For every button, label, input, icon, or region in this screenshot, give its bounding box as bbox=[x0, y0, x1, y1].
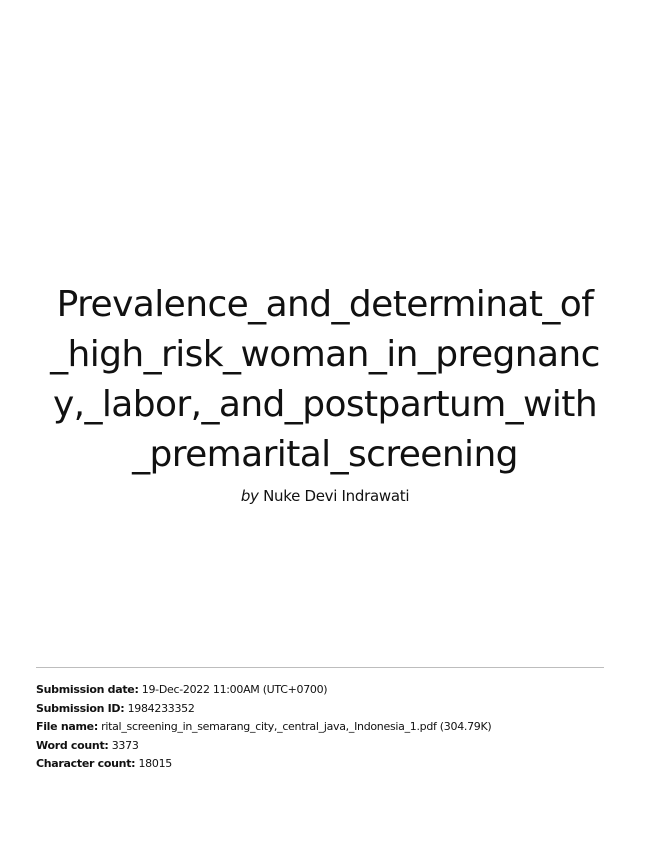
document-title-line: Prevalence_and_determinat_of bbox=[56, 284, 594, 325]
document-title-line: _high_risk_woman_in_pregnanc bbox=[50, 334, 600, 375]
byline bbox=[0, 486, 650, 506]
file-name-label: File name: bbox=[36, 720, 98, 733]
submission-id-row bbox=[36, 700, 604, 719]
byline-prefix: by bbox=[240, 487, 259, 505]
document-title-line: _premarital_screening bbox=[132, 434, 518, 475]
word-count-value: 3373 bbox=[111, 738, 139, 752]
file-name-row bbox=[36, 718, 604, 737]
title-block bbox=[0, 280, 650, 506]
submission-id-label: Submission ID: bbox=[36, 701, 125, 715]
submission-date-value: 19-Dec-2022 11:00AM (UTC+0700) bbox=[141, 683, 328, 696]
file-name-value: rital_screening_in_semarang_city,_central_java,_Indonesia_1.pdf (304.79K) bbox=[101, 720, 492, 733]
character-count-row bbox=[36, 755, 604, 774]
submission-id-value: 1984233352 bbox=[127, 701, 195, 715]
word-count-row bbox=[36, 737, 604, 756]
submission-date-label: Submission date: bbox=[36, 683, 139, 696]
character-count-label: Character count: bbox=[36, 757, 136, 770]
word-count-label: Word count: bbox=[36, 738, 109, 752]
submission-date-row bbox=[36, 681, 604, 700]
character-count-value: 18015 bbox=[138, 757, 172, 770]
author-name: Nuke Devi Indrawati bbox=[263, 487, 410, 505]
divider bbox=[36, 667, 604, 668]
submission-info bbox=[36, 681, 604, 774]
document-title-line: y,_labor,_and_postpartum_with bbox=[52, 384, 598, 425]
